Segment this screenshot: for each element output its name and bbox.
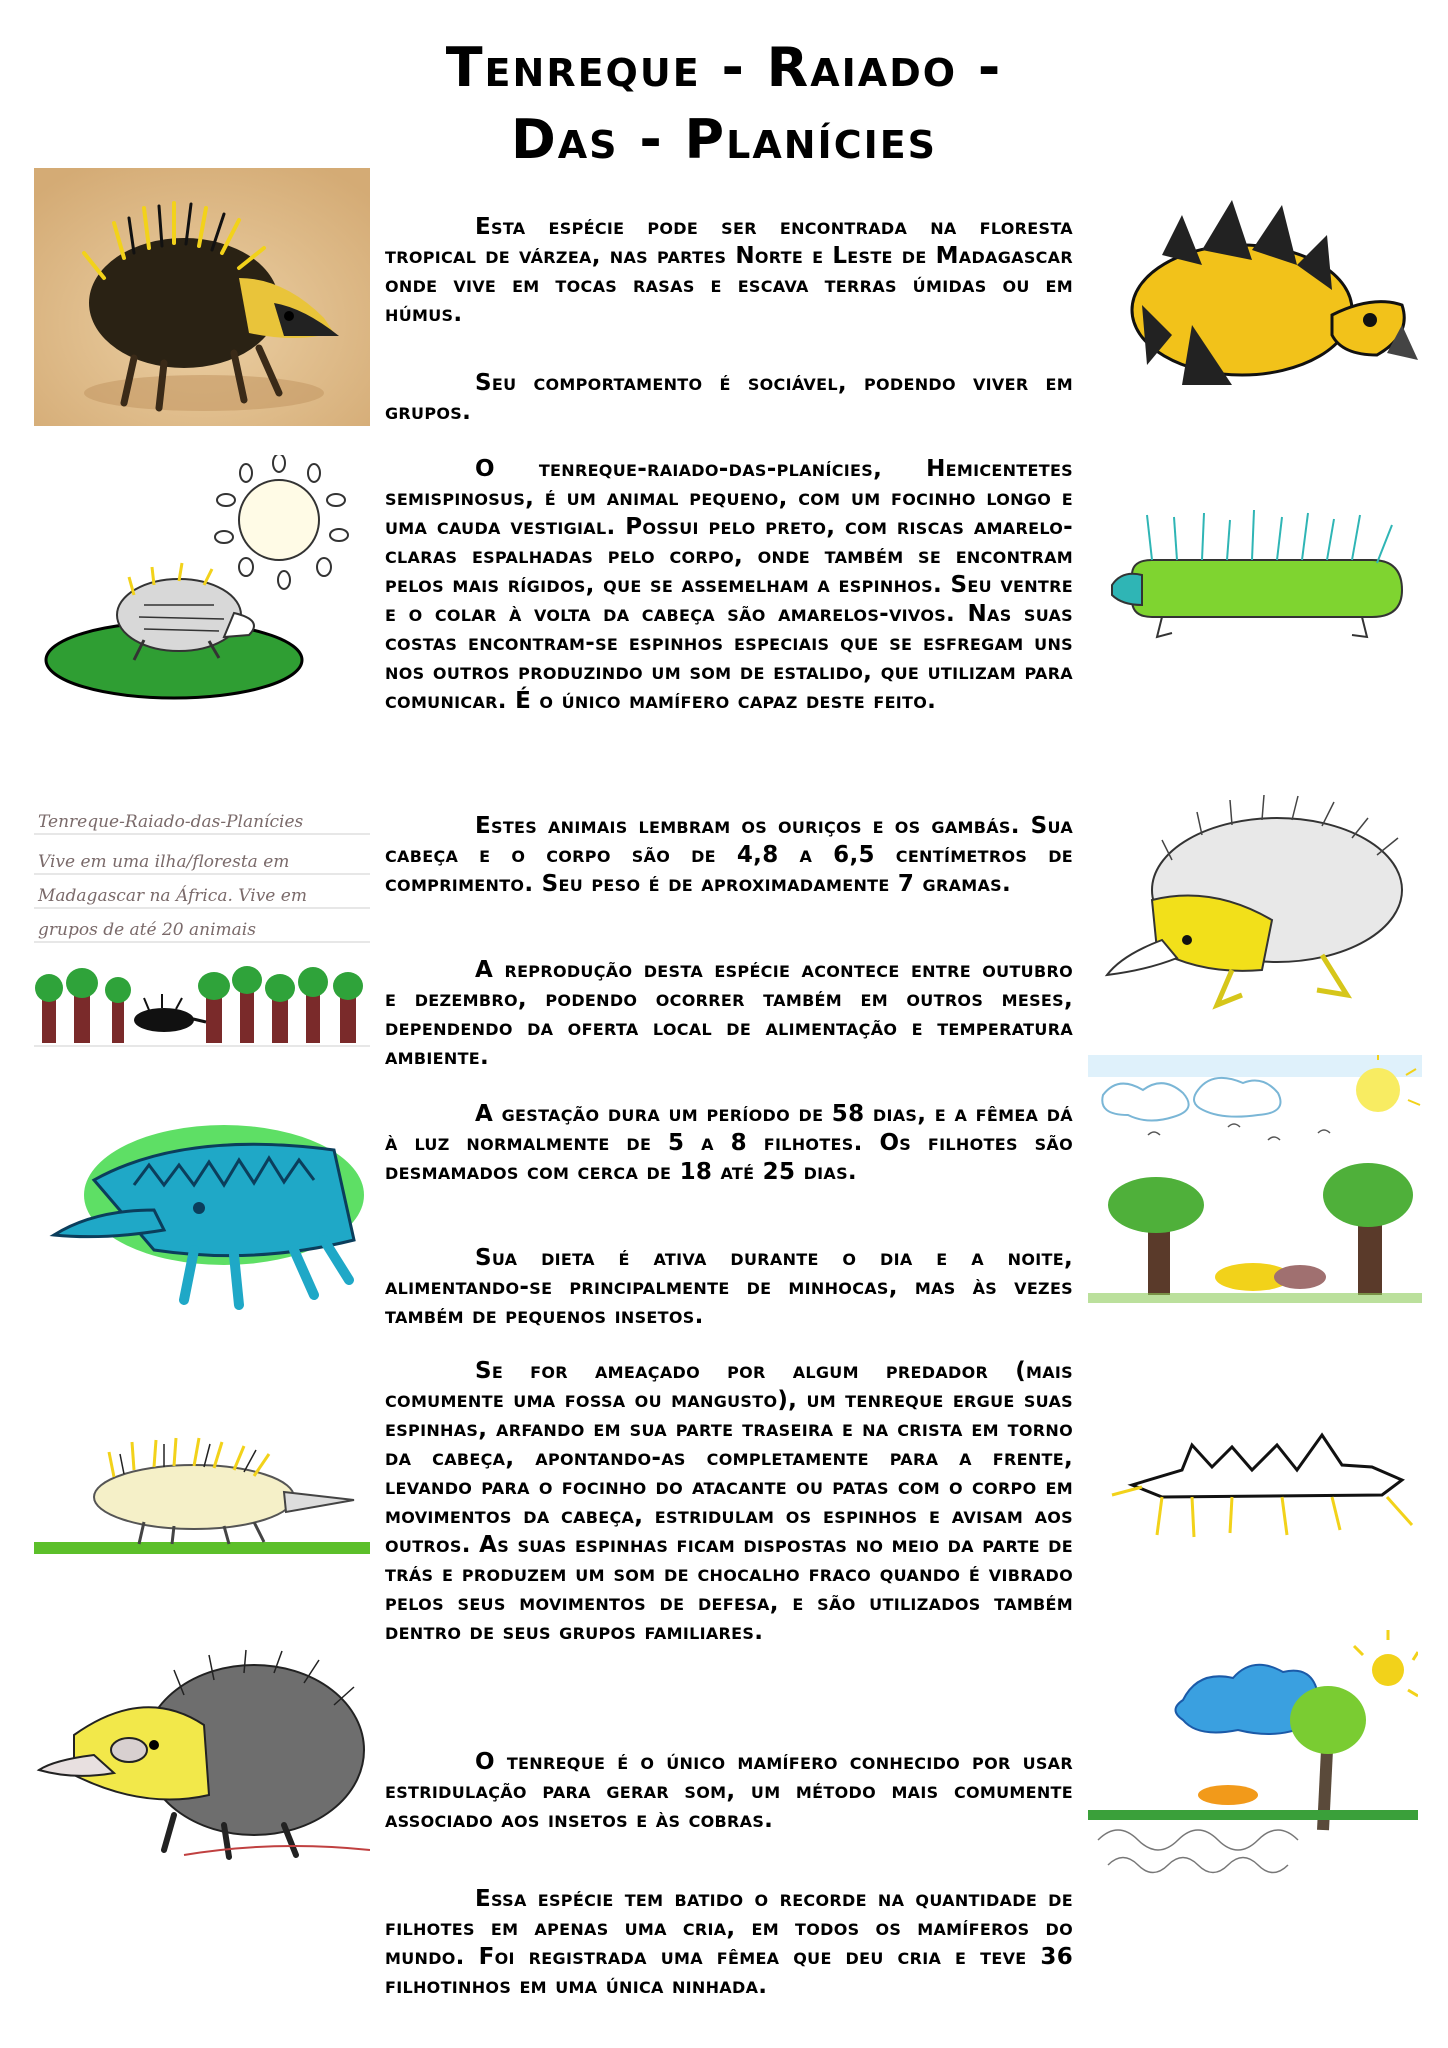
paragraph-diet: Sua dieta é ativa durante o dia e a noite, alimentando-se principalmente de minhocas, mas às vezes também de pequenos insetos. — [385, 1245, 1073, 1329]
paragraph-behavior: Seu comportamento é sociável, podendo viver em grupos. — [385, 370, 1073, 425]
drawing-handwritten-notes-forest — [34, 808, 370, 1052]
paragraph-size: Estes animais lembram os ouriços e os gambás. Sua cabeça e o corpo são de 4,8 a 6,5 centímetros de comprimento. Seu peso é de aproximadamente 7 gramas. — [385, 813, 1073, 897]
drawing-landscape-trees-sun — [1088, 1055, 1422, 1317]
paragraph-stridulation: O tenreque é o único mamífero conhecido por usar estridulação para gerar som, um método mais comumente associado aos insetos e às cobras. — [385, 1749, 1073, 1833]
handwritten-note-title: Tenreque-Raiado-das-Planícies — [38, 812, 304, 832]
paragraph-reproduction: A reprodução desta espécie acontece entre outubro e dezembro, podendo ocorrer também em outros meses, dependendo da oferta local de alimentação e temperatura ambiente. — [385, 957, 1073, 1070]
drawing-striped-tenrec — [1102, 195, 1418, 405]
drawing-teal-tenrec — [34, 1090, 370, 1324]
paragraph-habitat: Esta espécie pode ser encontrada na floresta tropical de várzea, nas partes Norte e Leste de Madagascar onde vive em tocas rasas e escava terras úmidas ou em húmus. — [385, 214, 1073, 327]
paragraph-gestation: A gestação dura um período de 58 dias, e a fêmea dá à luz normalmente de 5 a 8 filhotes. Os filhotes são desmamados com cerca de 18 até 25 dias. — [385, 1101, 1073, 1185]
handwritten-note-line-2: Madagascar na África. Vive em — [38, 886, 307, 906]
handwritten-note-line-1: Vive em uma ilha/floresta em — [38, 852, 290, 872]
drawing-sun-and-tenrec-on-leaf — [34, 455, 370, 705]
drawing-grey-tenrec — [34, 1645, 370, 1867]
tenrec-photo — [34, 168, 370, 426]
paragraph-description: O tenreque-raiado-das-planícies, Hemicentetes semispinosus, é um animal pequeno, com um focinho longo e uma cauda vestigial. Possui pelo preto, com riscas amarelo-claras espalhadas pelo corpo, onde também se encontram pelos mais rígidos, que se assemelham a espinhos. Seu ventre e o colar à volta da cabeça são amarelos-vivos. Nas suas costas encontram-se espinhos especiais que se esfregam uns nos outros produzindo um som de estalido, que utilizam para comunicar. É o único mamífero capaz deste feito. — [385, 456, 1073, 714]
page-title-line-1: Tenreque - Raiado - — [445, 36, 1003, 99]
paragraph-defense: Se for ameaçado por algum predador (mais comumente uma fossa ou mangusto), um tenreque ergue suas espinhas, arfando em sua parte traseira e na crista em torno da cabeça, apontando-as completamente para a frente, levando para o focinho do atacante ou patas com o corpo em movimentos da cabeça, estridulam os espinhos e avisam aos outros. As suas espinhas ficam dispostas no meio da parte de trás e produzem um som de chocalho fraco quando é vibrado pelos seus movimentos de defesa, e são utilizados também dentro de seus grupos familiares. — [385, 1358, 1073, 1645]
drawing-spiky-tenrec — [1102, 790, 1418, 1020]
drawing-green-tenrec — [1102, 505, 1418, 655]
page-title-line-2: Das - Planícies — [510, 108, 938, 171]
drawing-yellow-tenrec-on-grass — [34, 1422, 370, 1572]
handwritten-note-line-3: grupos de até 20 animais — [38, 920, 256, 940]
drawing-outline-tenrec — [1102, 1425, 1418, 1540]
paragraph-record: Essa espécie tem batido o recorde na quantidade de filhotes em apenas uma cria, em todos os mamíferos do mundo. Foi registrada uma fêmea que deu cria e teve 36 filhotinhos em uma única ninhada. — [385, 1886, 1073, 1999]
drawing-landscape-cloud-tree — [1088, 1630, 1418, 1892]
